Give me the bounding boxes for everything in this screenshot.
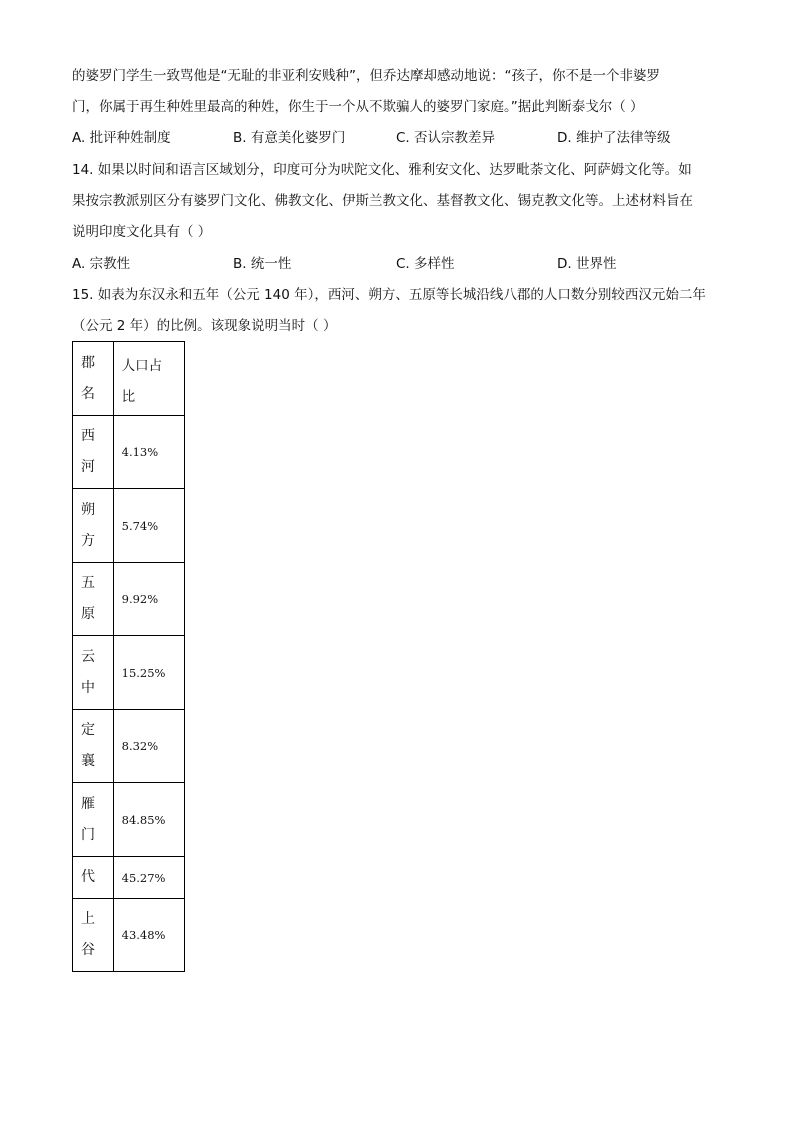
population-ratio: 4.13% <box>113 416 184 489</box>
county-name: 朔方 <box>73 489 114 563</box>
table-row <box>73 710 185 783</box>
table-row <box>73 489 185 563</box>
q13-option-a: A. 批评种姓制度 <box>72 130 171 146</box>
q14-option-b: B. 统一性 <box>233 256 292 272</box>
q13-option-c: C. 否认宗教差异 <box>396 130 496 146</box>
q14-option-c: C. 多样性 <box>396 256 455 272</box>
q13-text-line-2: 门，你属于再生种姓里最高的种姓，你生于一个从不欺骗人的婆罗门家庭。”据此判断泰戈尔（ ） <box>72 99 644 115</box>
county-name: 西河 <box>73 416 114 489</box>
county-name: 代 <box>73 857 114 899</box>
q14-option-d: D. 世界性 <box>557 256 617 272</box>
population-ratio: 84.85% <box>113 783 184 857</box>
q14-text-line-3: 说明印度文化具有（ ） <box>72 224 212 240</box>
table-row <box>73 563 185 636</box>
county-name: 云中 <box>73 636 114 710</box>
q15-text-line-2: （公元 2 年）的比例。该现象说明当时（ ） <box>72 318 337 334</box>
q13-text-line-1: 的婆罗门学生一致骂他是“无耻的非亚利安贱种”，但乔达摩却感动地说：“孩子，你不是一个非婆罗 <box>72 68 660 84</box>
q13-option-b: B. 有意美化婆罗门 <box>233 130 346 146</box>
county-name: 上谷 <box>73 899 114 972</box>
q15-text-line-1: 15. 如表为东汉永和五年（公元 140 年），西河、朔方、五原等长城沿线八郡的人口数分别较西汉元始二年 <box>72 287 706 303</box>
table-row <box>73 899 185 972</box>
table-row <box>73 857 185 899</box>
population-ratio: 15.25% <box>113 636 184 710</box>
population-ratio: 43.48% <box>113 899 184 972</box>
q14-text-line-1: 14. 如果以时间和语言区域划分，印度可分为吠陀文化、雅利安文化、达罗毗荼文化、阿萨姆文化等。如 <box>72 162 692 178</box>
population-ratio: 9.92% <box>113 563 184 636</box>
header-county-name: 郡名 <box>73 342 114 416</box>
header-population-ratio: 人口占比 <box>113 342 184 416</box>
table-row <box>73 783 185 857</box>
population-ratio: 45.27% <box>113 857 184 899</box>
table-row <box>73 416 185 489</box>
q14-option-a: A. 宗教性 <box>72 256 131 272</box>
q13-option-d: D. 维护了法律等级 <box>557 130 671 146</box>
population-ratio: 5.74% <box>113 489 184 563</box>
table-row <box>73 636 185 710</box>
county-name: 雁门 <box>73 783 114 857</box>
table-header-row <box>73 342 185 416</box>
county-name: 定襄 <box>73 710 114 783</box>
population-table <box>72 341 185 972</box>
county-name: 五原 <box>73 563 114 636</box>
population-ratio: 8.32% <box>113 710 184 783</box>
q14-text-line-2: 果按宗教派别区分有婆罗门文化、佛教文化、伊斯兰教文化、基督教文化、锡克教文化等。上述材料旨在 <box>72 193 693 209</box>
